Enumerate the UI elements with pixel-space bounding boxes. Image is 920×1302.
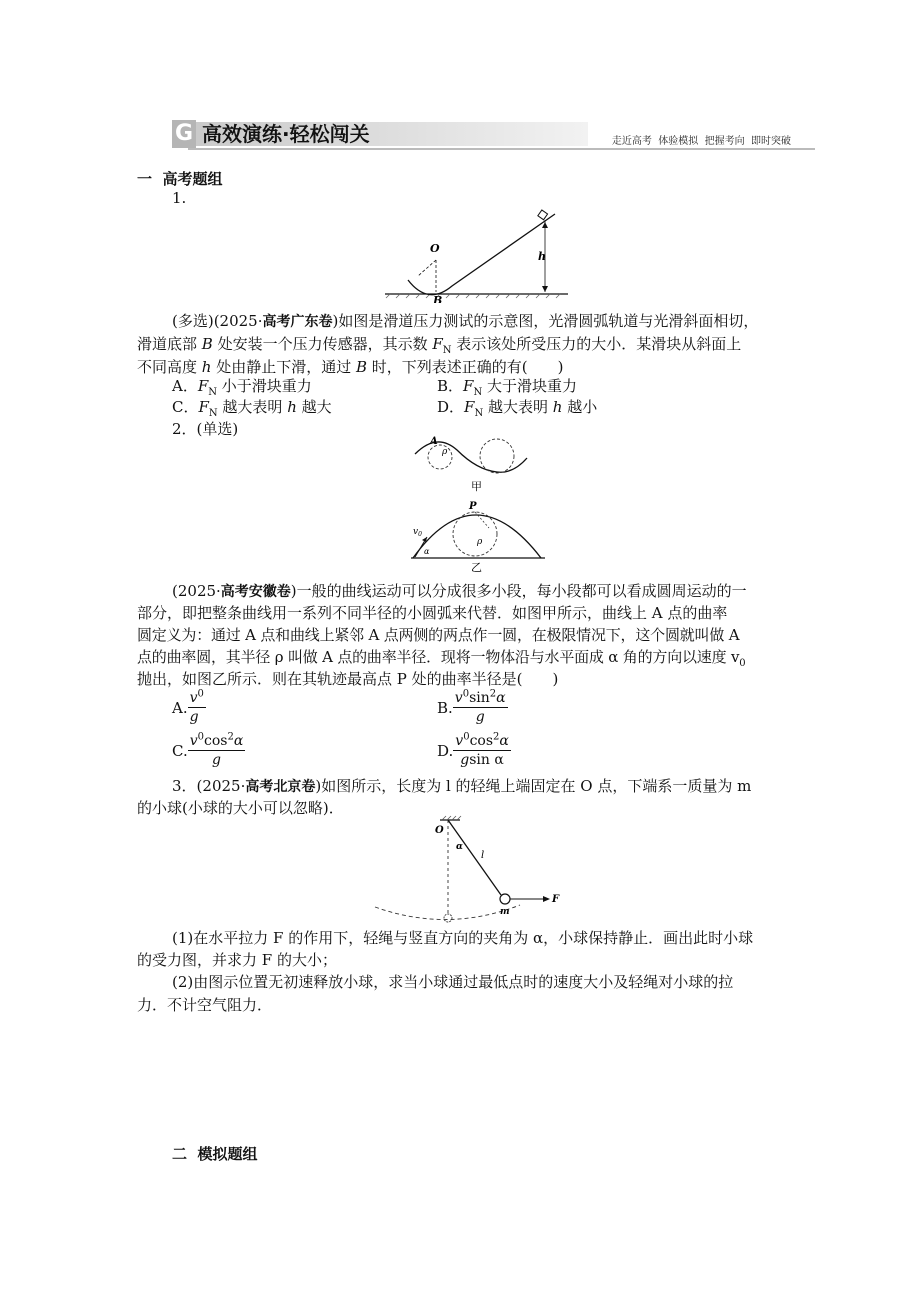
section2-title: 二 模拟题组 [172,1145,258,1163]
q1-option-a[interactable]: A．$F_N$ 小于滑块重力 [172,377,312,398]
q1-line3: 不同高度 h 处由静止下滑，通过 B 时，下列表述正确的有( ) [137,358,564,376]
q1-label-h: h [538,250,546,263]
q2-option-a[interactable]: A. $\frac{v^0}{g}$ [172,688,204,725]
q2-option-b[interactable]: B. $\frac{v^0\sin^2\alpha}{g}$ [437,688,506,725]
q2-label-alpha: α [424,547,430,556]
q2-figure [405,432,550,572]
q3-line1: 3．(2025·高考北京卷)如图所示，长度为 l 的轻绳上端固定在 O 点，下端系一质量为 m [172,777,752,795]
q2-line4: 点的曲率圆，其半径 ρ 叫做 A 点的曲率半径．现将一物体沿与水平面成 α 角的方向以速度 $v_0$ [137,648,746,669]
q1-line1: (多选)(2025·高考广东卷)如图是滑道压力测试的示意图，光滑圆弧轨道与光滑斜面相切， [172,312,759,330]
q1-number: 1. [172,189,187,207]
q2-option-d[interactable]: D. $\frac{v^0\cos^2\alpha}{\text{gsin α}}$ [437,731,509,768]
q3-source: 高考北京卷 [245,779,316,795]
q1-label-b: B [433,294,443,303]
q2-label-rho-yi: ρ [477,537,483,547]
q2-label-p: P [469,501,477,512]
q2-option-c[interactable]: C. $\frac{v^0\cos^2\alpha}{g}$ [172,731,244,768]
header-banner [170,118,815,150]
header-rule [188,148,815,150]
q2-label-jia: 甲 [471,480,482,493]
section1-title: 一 高考题组 [137,170,223,188]
q1-option-d[interactable]: D．$F_N$ 越大表明 h 越小 [437,398,598,419]
q3-part2-line1: (2)由图示位置无初速释放小球，求当小球通过最低点时的速度大小及轻绳对小球的拉 [172,973,734,991]
q3-label-alpha: α [456,842,463,852]
q3-label-m: m [500,907,510,917]
header-title: 高效演练·轻松闯关 [202,122,370,146]
header-slogan: 走近高考 体验模拟 把握考向 即时突破 [611,136,791,147]
q2-source: 高考安徽卷 [220,584,291,600]
q2-line2: 部分，即把整条曲线用一系列不同半径的小圆弧来代替．如图甲所示，曲线上 A 点的曲率 [137,604,728,622]
q3-label-l: l [481,850,485,861]
q1-figure [380,208,570,303]
q2-line3: 圆定义为：通过 A 点和曲线上紧邻 A 点两侧的两点作一圆，在极限情况下，这个圆就叫做 A [137,626,740,644]
q2-label-yi: 乙 [471,561,482,572]
q3-label-f: F [552,894,560,905]
header-badge: G [172,120,196,148]
q1-line2: 滑道底部 B 处安装一个压力传感器，其示数 $F_N$ 表示该处所受压力的大小．某滑块从斜面上 [137,335,742,356]
q2-number: 2．(单选) [172,420,239,438]
q1-option-b[interactable]: B．$F_N$ 大于滑块重力 [437,377,577,398]
q3-part1-line1: (1)在水平拉力 F 的作用下，轻绳与竖直方向的夹角为 α，小球保持静止．画出此时小球 [172,929,754,947]
q1-source: 高考广东卷 [262,314,333,330]
q1-label-o: O [430,242,440,255]
q2-line1: (2025·高考安徽卷)一般的曲线运动可以分成很多小段，每小段都可以看成圆周运动的一 [172,582,747,600]
q1-option-c[interactable]: C．$F_N$ 越大表明 h 越大 [172,398,332,419]
q3-label-o: O [435,825,444,836]
q3-part1-line2: 的受力图，并求力 F 的大小； [137,951,337,969]
q2-label-a: A [430,436,438,447]
q2-line5: 抛出，如图乙所示．则在其轨迹最高点 P 处的曲率半径是( ) [137,670,559,688]
q2-label-rho-jia: ρ [442,447,448,457]
q2-label-v0: $v_0$ [413,527,422,538]
q3-figure [360,815,570,925]
q3-part2-line2: 力．不计空气阻力． [137,996,273,1014]
q3-line2: 的小球(小球的大小可以忽略)． [137,799,344,817]
